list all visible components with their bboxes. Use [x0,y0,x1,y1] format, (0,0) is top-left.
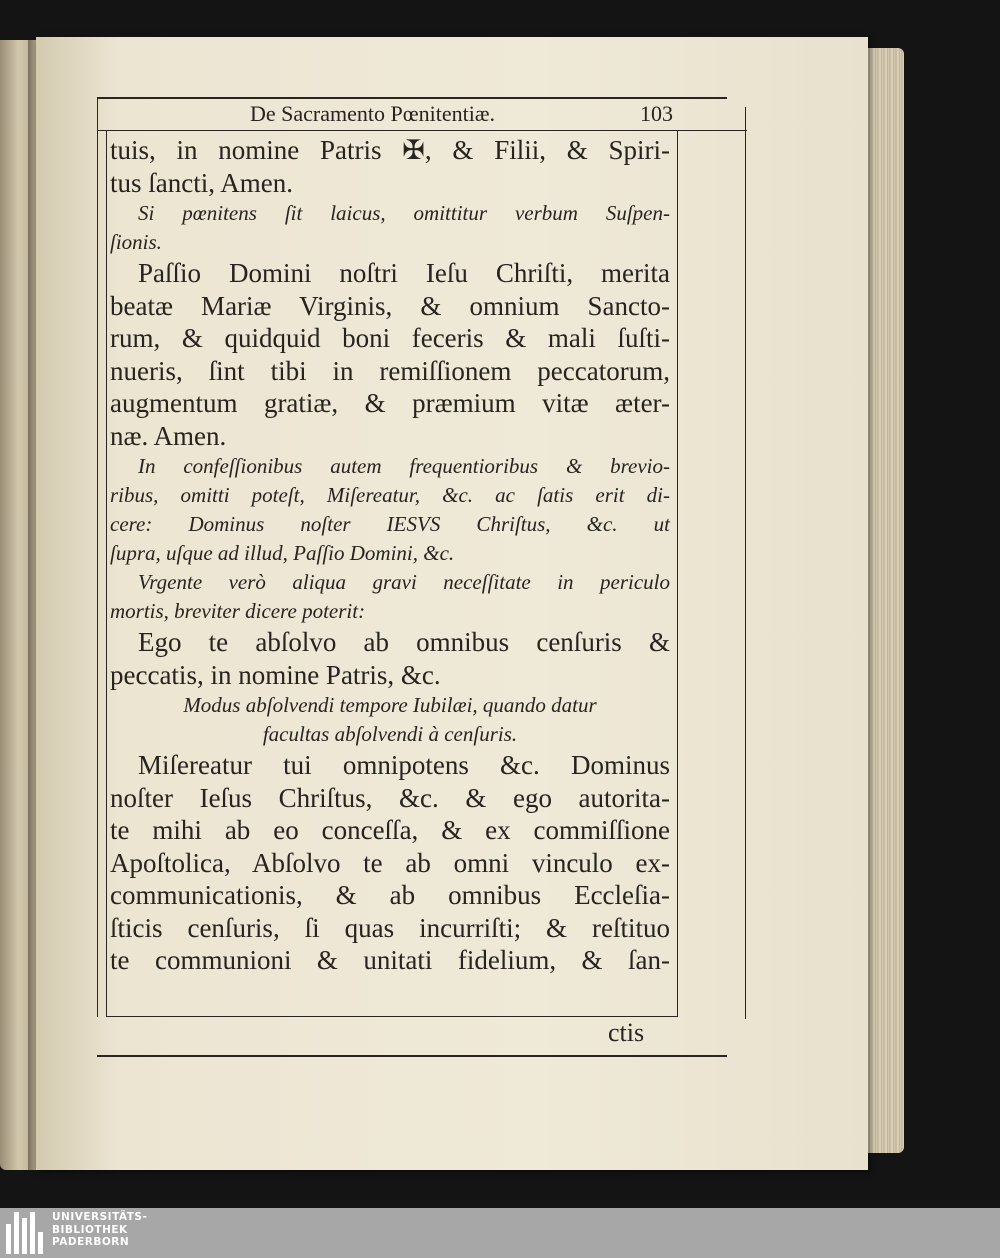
text-line: peccatis, in nomine Patris, &c. [110,659,441,690]
text-line: Vrgente verò aliqua gravi neceſſitate in periculo [138,570,670,594]
text-line: Ego te abſolvo ab omnibus cenſuris & [138,627,670,657]
text-line: te communioni & unitati fidelium, & ſan- [110,945,670,975]
text-line: Modus abſolvendi tempore Iubilæi, quando datur [183,693,597,717]
right-page-edges [864,48,904,1153]
frame-inner-top-rule [97,130,747,131]
frame-left-rule-inner [106,130,107,1017]
frame-bottom-inner-rule [106,1016,678,1017]
logo-line-3: PADERBORN [52,1236,130,1248]
text-line: te mihi ab eo conceſſa, & ex commiſſione [110,815,670,845]
text-line: beatæ Mariæ Virginis, & omnium Sancto- [110,290,670,321]
library-footer-bar [0,1208,1000,1258]
logo-line-1: UNIVERSITÄTS- [52,1211,148,1223]
text-line: ſupra, uſque ad illud, Paſſio Domini, &c. [110,541,455,565]
text-line: tuis, in nomine Patris ✠, & Filii, & Spiri- [110,135,670,165]
frame-left-rule-outer [97,97,98,1017]
text-line: tus ſancti, Amen. [110,167,293,198]
text-line: rum, & quidquid boni feceris & mali ſuſti- [110,323,670,353]
library-logo-text [52,1211,147,1249]
frame-right-rule-outer [745,107,746,1019]
text-line: In confeſſionibus autem frequentioribus & brevio- [138,454,670,478]
text-line: ſionis. [110,230,162,254]
text-line: ſticis cenſuris, ſi quas incurriſti; & reſtituo [110,912,670,943]
text-line: Apoſtolica, Abſolvo te ab omni vinculo ex- [110,847,670,878]
text-line: Miſereatur tui omnipotens &c. Dominus [138,750,670,780]
running-title: De Sacramento Pœnitentiæ. [250,101,496,126]
frame-right-rule-inner [677,130,678,1017]
text-line: Si pœnitens ſit laicus, omittitur verbum Suſpen- [138,201,670,225]
text-line: Paſſio Domini noſtri Ieſu Chriſti, merita [138,258,670,288]
library-logo-icon [6,1212,46,1254]
logo-line-2: BIBLIOTHEK [52,1223,128,1236]
text-line: ribus, omitti poteſt, Miſereatur, &c. ac ſatis erit di- [110,483,670,507]
text-line: næ. Amen. [110,420,227,451]
text-line: augmentum gratiæ, & præmium vitæ æter- [110,388,670,418]
frame-bottom-rule [97,1055,727,1057]
frame-top-rule [97,97,727,99]
page-body-text [110,134,670,977]
text-line: nueris, ſint tibi in remiſſionem peccatorum, [110,355,670,386]
text-line: noſter Ieſus Chriſtus, &c. & ego autorita- [110,782,670,813]
page-number: 103 [640,101,673,126]
text-line: facultas abſolvendi à cenſuris. [262,722,518,746]
text-line: cere: Dominus noſter IESVS Chriſtus, &c. ut [110,512,670,536]
text-line: communicationis, & ab omnibus Eccleſia- [110,880,670,910]
text-line: mortis, breviter dicere poterit: [110,599,366,623]
catchword: ctis [608,1018,645,1047]
